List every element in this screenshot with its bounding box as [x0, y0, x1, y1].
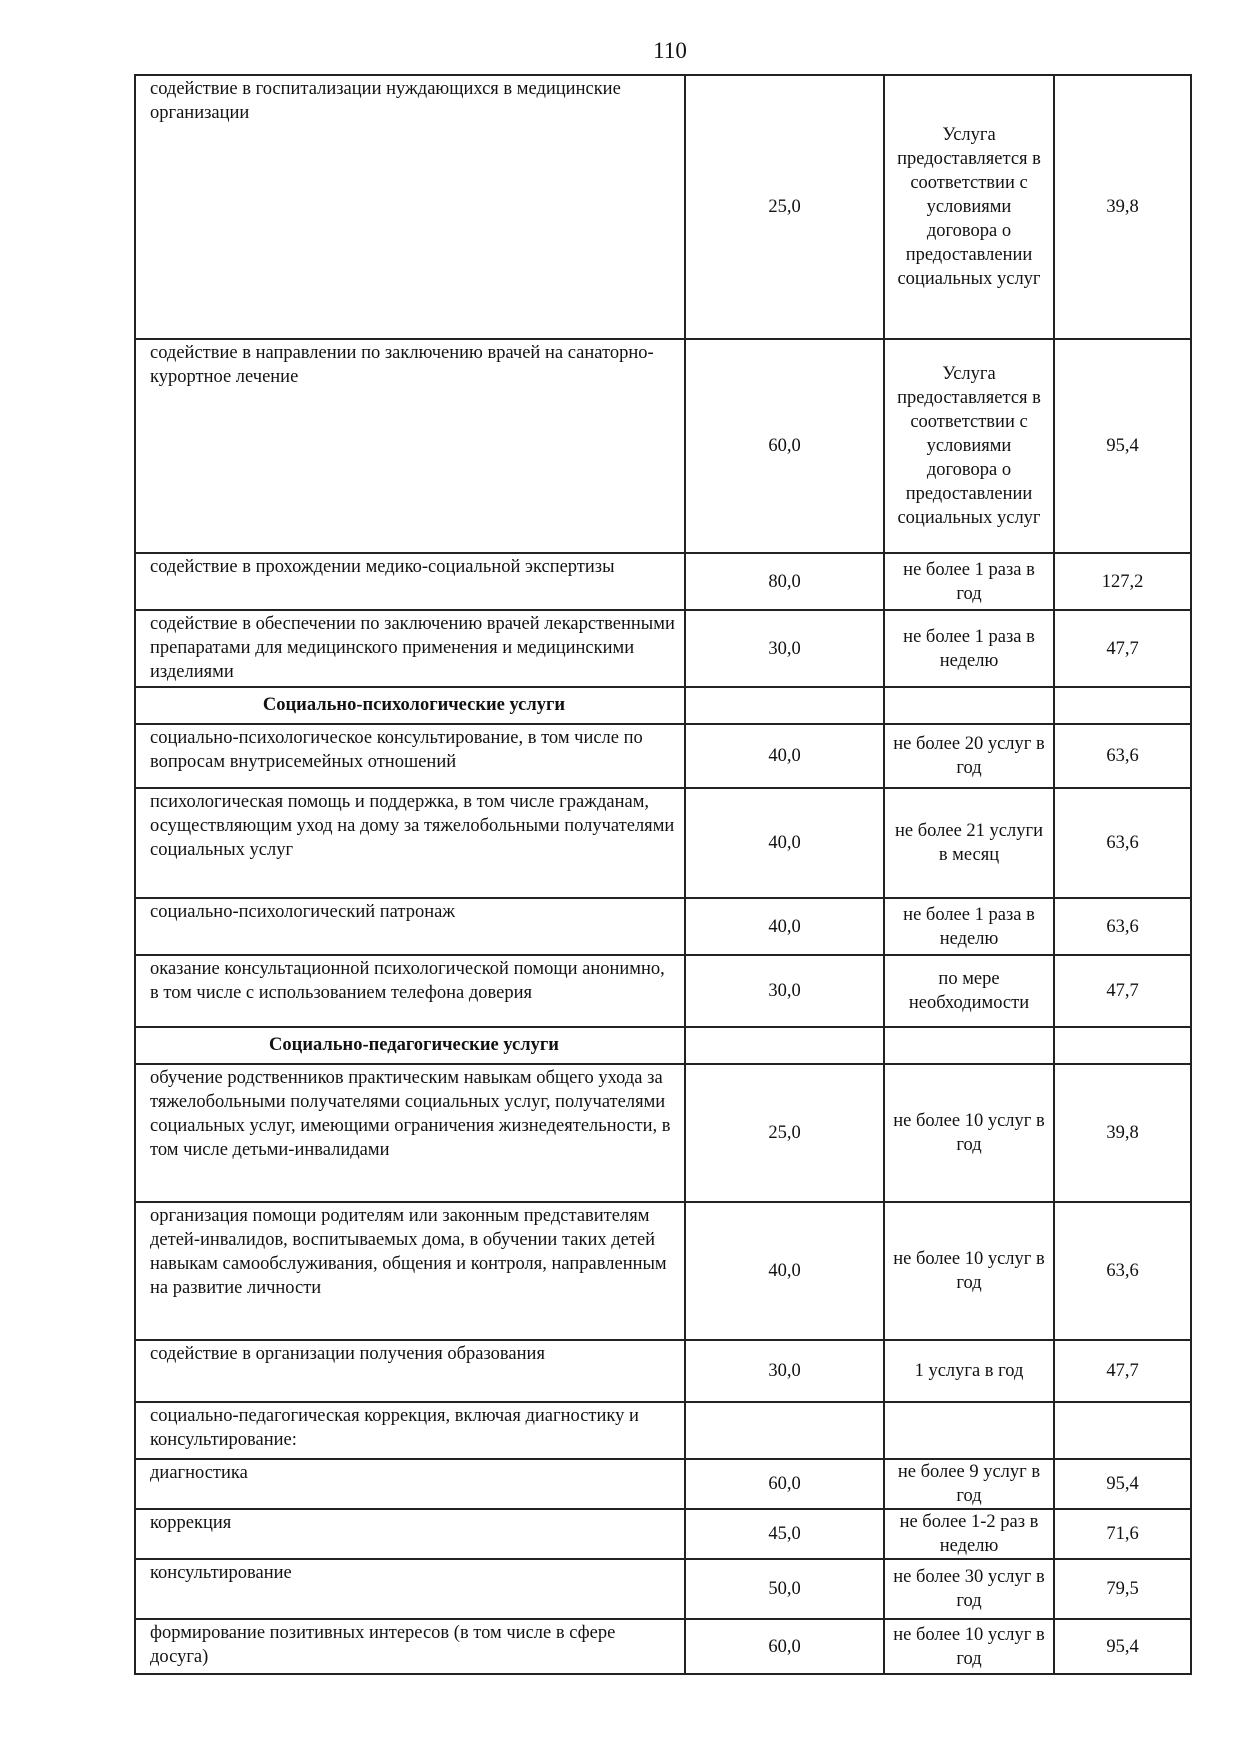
table-row [135, 788, 1191, 898]
table-row [135, 339, 1191, 553]
frequency-cell: не более 1 раза в год [884, 553, 1054, 610]
frequency-cell: не более 30 услуг в год [884, 1559, 1054, 1619]
table-row [135, 1619, 1191, 1674]
frequency-cell: не более 9 услуг в год [884, 1459, 1054, 1509]
total-cell: 95,4 [1054, 339, 1191, 553]
total-cell [1054, 1027, 1191, 1064]
price-cell: 60,0 [685, 339, 884, 553]
service-name: психологическая помощь и поддержка, в том числе гражданам, осуществляющим уход на дому за тяжелобольными получателями социальных услуг [135, 788, 685, 898]
price-cell: 40,0 [685, 1202, 884, 1340]
table-row [135, 610, 1191, 687]
service-name: организация помощи родителям или законным представителям детей-инвалидов, воспитываемых дома, в обучении таких детей навыкам самообслуживания, общения и контроля, направленным на развитие личности [135, 1202, 685, 1340]
frequency-cell: не более 1 раза в неделю [884, 610, 1054, 687]
total-cell: 79,5 [1054, 1559, 1191, 1619]
service-name: содействие в прохождении медико-социальной экспертизы [135, 553, 685, 610]
service-name: содействие в организации получения образования [135, 1340, 685, 1402]
service-name: содействие в обеспечении по заключению врачей лекарственными препаратами для медицинского применения и медицинскими изделиями [135, 610, 685, 687]
frequency-cell: Услуга предоставляется в соответствии с условиями договора о предоставлении социальных услуг [884, 75, 1054, 339]
section-header-row [135, 1027, 1191, 1064]
table-row [135, 1509, 1191, 1559]
frequency-cell: не более 10 услуг в год [884, 1064, 1054, 1202]
frequency-cell: не более 10 услуг в год [884, 1619, 1054, 1674]
price-cell: 30,0 [685, 955, 884, 1027]
table-row [135, 1202, 1191, 1340]
price-cell: 80,0 [685, 553, 884, 610]
frequency-cell: не более 21 услуги в месяц [884, 788, 1054, 898]
price-cell: 50,0 [685, 1559, 884, 1619]
table-row [135, 75, 1191, 339]
table-row [135, 553, 1191, 610]
table-row [135, 724, 1191, 788]
frequency-cell [884, 687, 1054, 724]
price-cell: 25,0 [685, 1064, 884, 1202]
total-cell: 71,6 [1054, 1509, 1191, 1559]
frequency-cell: 1 услуга в год [884, 1340, 1054, 1402]
total-cell [1054, 687, 1191, 724]
total-cell: 63,6 [1054, 1202, 1191, 1340]
total-cell: 39,8 [1054, 75, 1191, 339]
total-cell: 63,6 [1054, 724, 1191, 788]
service-name: социально-психологический патронаж [135, 898, 685, 955]
table-row [135, 1559, 1191, 1619]
price-cell [685, 1402, 884, 1459]
service-name: социально-психологическое консультирование, в том числе по вопросам внутрисемейных отношений [135, 724, 685, 788]
frequency-cell: не более 1-2 раз в неделю [884, 1509, 1054, 1559]
frequency-cell [884, 1027, 1054, 1064]
frequency-cell: не более 20 услуг в год [884, 724, 1054, 788]
service-name: социально-педагогическая коррекция, включая диагностику и консультирование: [135, 1402, 685, 1459]
total-cell: 127,2 [1054, 553, 1191, 610]
page-number: 110 [653, 38, 687, 63]
price-cell: 60,0 [685, 1619, 884, 1674]
price-cell: 30,0 [685, 1340, 884, 1402]
total-cell: 39,8 [1054, 1064, 1191, 1202]
frequency-cell: не более 10 услуг в год [884, 1202, 1054, 1340]
service-name: содействие в направлении по заключению врачей на санаторно-курортное лечение [135, 339, 685, 553]
service-name: обучение родственников практическим навыкам общего ухода за тяжелобольными получателями социальных услуг, получателями социальных услуг, имеющими ограничения жизнедеятельности, в том числе детьми-инвалидами [135, 1064, 685, 1202]
section-header-row [135, 687, 1191, 724]
total-cell: 47,7 [1054, 610, 1191, 687]
total-cell: 95,4 [1054, 1619, 1191, 1674]
price-cell: 40,0 [685, 724, 884, 788]
table-row [135, 1402, 1191, 1459]
table-row [135, 1459, 1191, 1509]
price-cell: 60,0 [685, 1459, 884, 1509]
total-cell [1054, 1402, 1191, 1459]
price-cell: 25,0 [685, 75, 884, 339]
price-cell [685, 1027, 884, 1064]
price-cell: 45,0 [685, 1509, 884, 1559]
total-cell: 63,6 [1054, 898, 1191, 955]
table-row [135, 1340, 1191, 1402]
price-cell: 30,0 [685, 610, 884, 687]
service-name: содействие в госпитализации нуждающихся в медицинские организации [135, 75, 685, 339]
section-title: Социально-психологические услуги [135, 687, 685, 724]
total-cell: 63,6 [1054, 788, 1191, 898]
service-name: оказание консультационной психологической помощи анонимно, в том числе с использованием телефона доверия [135, 955, 685, 1027]
price-cell: 40,0 [685, 898, 884, 955]
table-row [135, 898, 1191, 955]
table-row [135, 955, 1191, 1027]
services-table-body [135, 75, 1191, 1674]
service-name: диагностика [135, 1459, 685, 1509]
frequency-cell: не более 1 раза в неделю [884, 898, 1054, 955]
price-cell: 40,0 [685, 788, 884, 898]
service-name: формирование позитивных интересов (в том числе в сфере досуга) [135, 1619, 685, 1674]
section-title: Социально-педагогические услуги [135, 1027, 685, 1064]
services-table [134, 74, 1192, 1675]
service-name: коррекция [135, 1509, 685, 1559]
total-cell: 95,4 [1054, 1459, 1191, 1509]
service-name: консультирование [135, 1559, 685, 1619]
frequency-cell: Услуга предоставляется в соответствии с условиями договора о предоставлении социальных услуг [884, 339, 1054, 553]
price-cell [685, 687, 884, 724]
frequency-cell [884, 1402, 1054, 1459]
total-cell: 47,7 [1054, 955, 1191, 1027]
total-cell: 47,7 [1054, 1340, 1191, 1402]
table-row [135, 1064, 1191, 1202]
frequency-cell: по мере необходимости [884, 955, 1054, 1027]
